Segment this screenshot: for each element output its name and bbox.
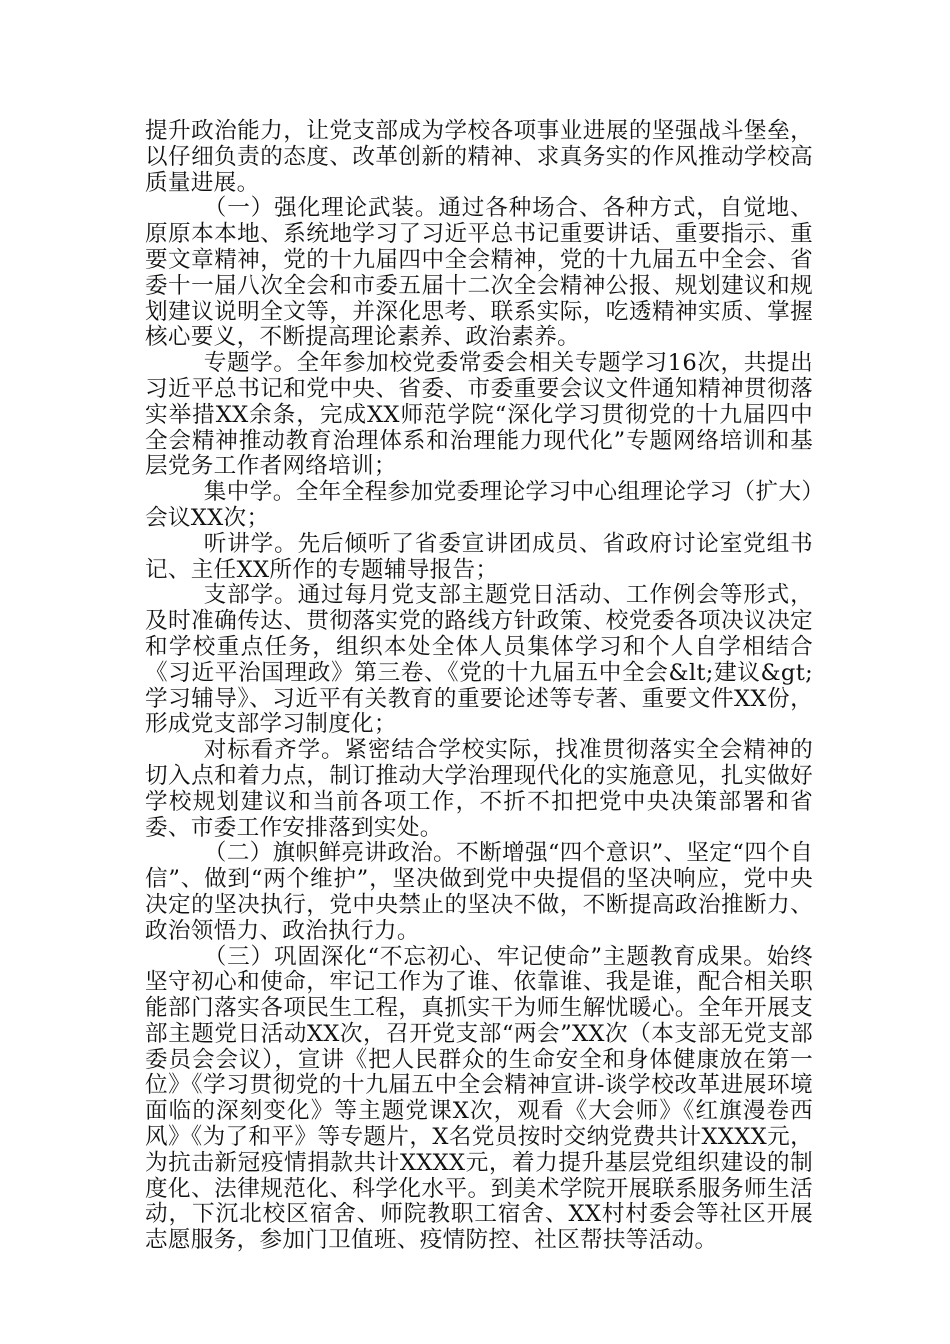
- paragraph-centralized-study: 集中学。全年全程参加党委理论学习中心组理论学习（扩大）会议XX次；: [145, 479, 813, 531]
- paragraph-benchmark-study: 对标看齐学。紧密结合学校实际，找准贯彻落实全会精神的切入点和着力点，制订推动大学治理现代化的实施意见，扎实做好学校规划建议和当前各项工作，不折不扣把党中央决策部署和省委、市委工作安排落到实处。: [145, 737, 813, 841]
- paragraph-continuation: 提升政治能力，让党支部成为学校各项事业进展的坚强战斗堡垒，以仔细负责的态度、改革创新的精神、求真务实的作风推动学校高质量进展。: [145, 118, 813, 196]
- paragraph-theory-arming: （一）强化理论武装。通过各种场合、各种方式，自觉地、原原本本地、系统地学习了习近平总书记重要讲话、重要指示、重要文章精神，党的十九届四中全会精神，党的十九届五中全会、省委十一届八次全会和市委五届十二次全会精神公报、规划建议和规划建议说明全文等，并深化思考、联系实际，吃透精神实质、掌握核心要义，不断提高理论素养、政治素养。: [145, 195, 813, 351]
- paragraph-lecture-study: 听讲学。先后倾听了省委宣讲团成员、省政府讨论室党组书记、主任XX所作的专题辅导报告；: [145, 530, 813, 583]
- paragraph-branch-study: 支部学。通过每月党支部主题党日活动、工作例会等形式，及时准确传达、贯彻落实党的路线方针政策、校党委各项决议决定和学校重点任务，组织本处全体人员集体学习和个人自学相结合《习近平治国理政》第三卷、《党的十九届五中全会&lt;建议&gt;学习辅导》、习近平有关教育的重要论述等专著、重要文件XX份，形成党支部学习制度化；: [145, 582, 813, 738]
- paragraph-topic-study: 专题学。全年参加校党委常委会相关专题学习16次，共提出习近平总书记和党中央、省委、市委重要会议文件通知精神贯彻落实举措XX余条，完成XX师范学院“深化学习贯彻党的十九届四中全会精神推动教育治理体系和治理能力现代化”专题网络培训和基层党务工作者网络培训；: [145, 350, 813, 480]
- document-body: [145, 119, 813, 1254]
- paragraph-politics: （二）旗帜鲜亮讲政治。不断增强“四个意识”、坚定“四个自信”、做到“两个维护”，坚决做到党中央提倡的坚决响应，党中央决定的坚决执行，党中央禁止的坚决不做，不断提高政治推断力、政治领悟力、政治执行力。: [145, 840, 813, 944]
- paragraph-education-results: （三）巩固深化“不忘初心、牢记使命”主题教育成果。始终坚守初心和使命，牢记工作为了谁、依靠谁、我是谁，配合相关职能部门落实各项民生工程，真抓实干为师生解忧暖心。全年开展支部主题党日活动XX次，召开党支部“两会”XX次（本支部无党支部委员会会议），宣讲《把人民群众的生命安全和身体健康放在第一位》《学习贯彻党的十九届五中全会精神宣讲-谈学校改革进展环境面临的深刻变化》等主题党课X次，观看《大会师》《红旗漫卷西风》《为了和平》等专题片，X名党员按时交纳党费共计XXXX元，为抗击新冠疫情捐款共计XXXX元，着力提升基层党组织建设的制度化、法律规范化、科学化水平。到美术学院开展联系服务师生活动，下沉北校区宿舍、师院教职工宿舍、XX村村委会等社区开展志愿服务，参加门卫值班、疫情防控、社区帮扶等活动。: [145, 943, 813, 1254]
